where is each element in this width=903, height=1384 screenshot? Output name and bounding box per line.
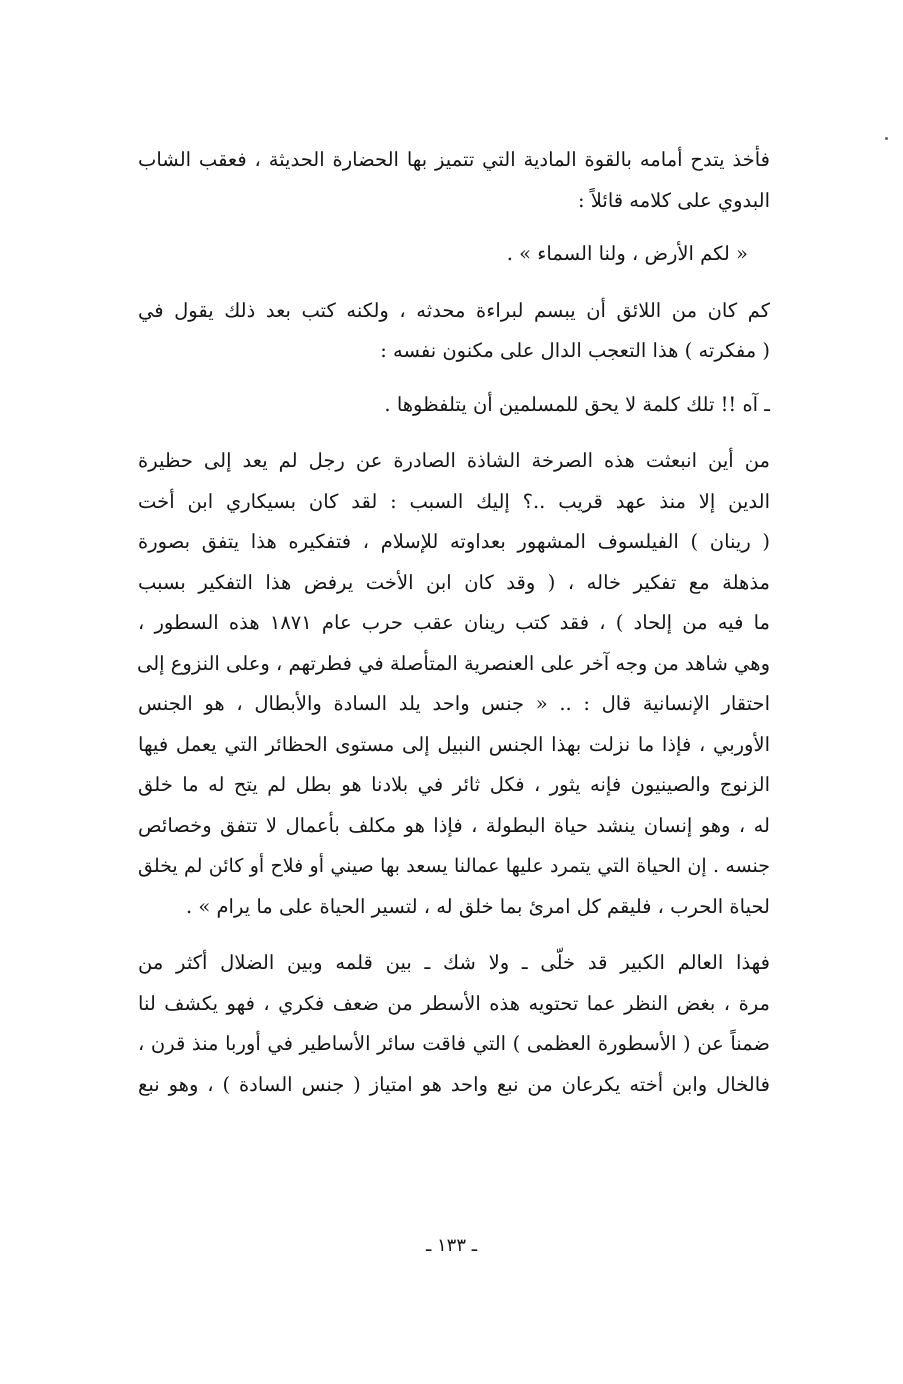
page-body (138, 140, 770, 1105)
scan-speck (885, 137, 888, 140)
text-line: فالخال وابن أخته يكرعان من نبع واحد هو امتياز ( جنس السادة ) ، وهو نبع (138, 1072, 770, 1096)
text-line: ما فيه من إلحاد ) ، فقد كتب رينان عقب حرب عام ١٨٧١ هذه السطور ، (138, 611, 770, 634)
text-line: البدوي على كلامه قائلاً : (577, 188, 770, 212)
paragraph-2 (138, 291, 770, 372)
text-line: جنسه . إن الحياة التي يتمرد عليها عمالنا يسعد بها صيني أو فلاح أو كائن لم يخلق (138, 855, 770, 877)
text-line: وهي شاهد من وجه آخر على العنصرية المتأصلة في فطرتهم ، وعلى النزوع إلى (136, 651, 770, 675)
quote-paragraph (138, 234, 770, 275)
text-line: احتقار الإنسانية قال : .. « جنس واحد يلد السادة والأبطال ، هو الجنس (138, 692, 770, 715)
exclamation-paragraph (138, 385, 770, 426)
text-line: مذهلة مع تفكير خاله ، ( وقد كان ابن الأخت يرفض هذا التفكير بسبب (138, 570, 770, 594)
text-line: مرة ، بغض النظر عما تحتويه هذه الأسطر من ضعف فكري ، فهو يكشف لنا (138, 991, 770, 1015)
text-line: الدين إلا منذ عهد قريب ..؟ إليك السبب : لقد كان بسيكاري ابن أخت (138, 489, 770, 513)
text-line: كم كان من اللائق أن يبسم لبراءة محدثه ، ولكنه كتب بعد ذلك يقول في (138, 298, 770, 322)
text-line: ( رينان ) الفيلسوف المشهور بعداوته للإسلام ، فتفكيره هذا يتفق بصورة (138, 530, 770, 553)
text-line: ضمناً عن ( الأسطورة العظمى ) التي فاقت سائر الأساطير في أوربا منذ قرن ، (138, 1032, 770, 1055)
text-line: له ، وهو إنسان ينشد حياة البطولة ، فإذا هو مكلف بأعمال لا تتفق وخصائص (138, 813, 770, 837)
paragraph-4 (138, 943, 770, 1105)
text-line: « لكم الأرض ، ولنا السماء » . (506, 242, 748, 265)
text-line: الزنوج والصينيون فإنه يثور ، فكل ثائر في بلادنا هو بطل لم يتح له ما خلق (138, 773, 770, 796)
text-line: ـ آه !! تلك كلمة لا يحق للمسلمين أن يتلفظوها . (384, 392, 770, 416)
text-line: فأخذ يتدح أمامه بالقوة المادية التي تتميز بها الحضارة الحديثة ، فعقب الشاب (138, 148, 770, 171)
paragraph-3 (138, 441, 770, 927)
text-line: لحياة الحرب ، فليقم كل امرئ بما خلق له ، لتسير الحياة على ما يرام » . (185, 894, 770, 918)
paragraph-1 (138, 140, 770, 221)
text-line: ( مفكرته ) هذا التعجب الدال على مكنون نفسه : (380, 339, 770, 362)
text-line: الأوربي ، فإذا ما نزلت بهذا الجنس النبيل إلى مستوى الحظائر التي يعمل فيها (138, 732, 770, 756)
text-line: فهذا العالم الكبير قد خلّى ـ ولا شك ـ بين قلمه وبين الضلال أكثر من (138, 951, 770, 974)
page-number: ـ ١٣٣ ـ (425, 1235, 477, 1256)
text-line: من أين انبعثت هذه الصرخة الشاذة الصادرة عن رجل لم يعد إلى حظيرة (138, 449, 770, 472)
